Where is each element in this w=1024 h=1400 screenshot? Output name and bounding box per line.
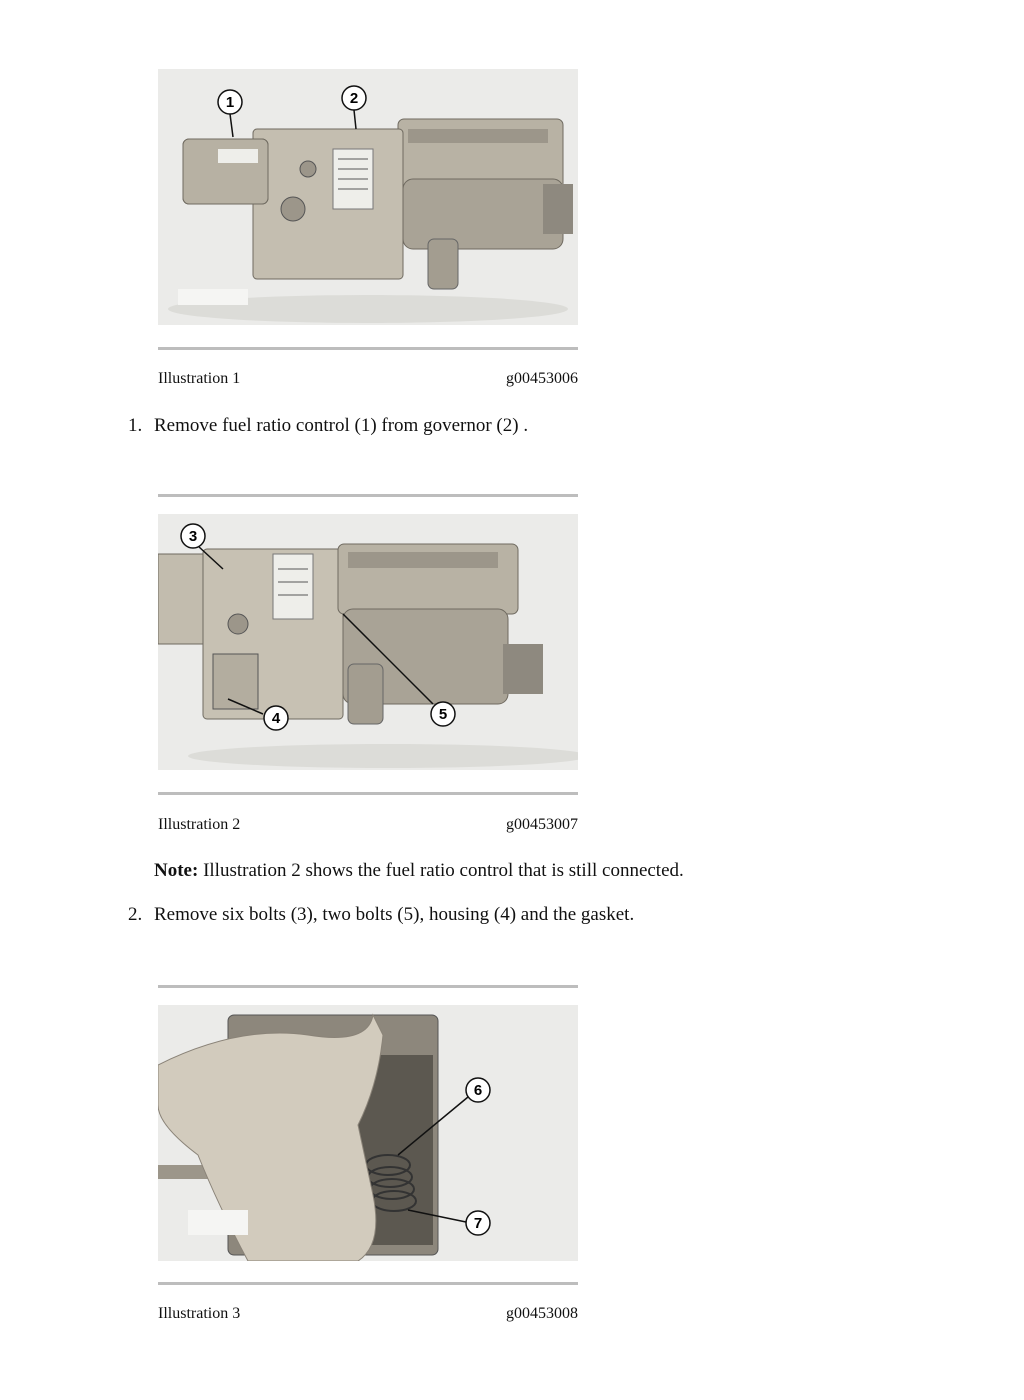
- governor-spring-removal-image: [158, 1005, 578, 1261]
- illustration-2-code: g00453007: [506, 816, 578, 833]
- illustration-3-code: g00453008: [506, 1305, 578, 1322]
- callout-2: 2: [349, 90, 359, 107]
- step-2-text: Remove six bolts (3), two bolts (5), housing (4) and the gasket.: [154, 904, 635, 925]
- step-1: [128, 415, 528, 437]
- step-1-number: 1.: [128, 415, 143, 436]
- step-2-number: 2.: [128, 904, 143, 925]
- step-2: [128, 904, 634, 926]
- governor-housing-image: [158, 514, 578, 770]
- fuel-pump-governor-image: [158, 69, 578, 325]
- callout-3: 3: [188, 528, 198, 545]
- callout-7: 7: [473, 1215, 483, 1232]
- callout-1: 1: [225, 94, 235, 111]
- illustration-3-photo: [158, 1005, 578, 1261]
- illustration-2-caption: Illustration 2: [158, 816, 241, 833]
- note: [154, 860, 684, 882]
- illustration-1-code: g00453006: [506, 370, 578, 387]
- note-label: Note:: [154, 860, 199, 881]
- illustration-1-divider: [158, 347, 578, 350]
- illustration-3-caption: Illustration 3: [158, 1305, 241, 1322]
- illustration-2-photo: [158, 514, 578, 770]
- illustration-3-divider: [158, 1282, 578, 1285]
- callout-6: 6: [473, 1082, 483, 1099]
- illustration-3-top-divider: [158, 985, 578, 988]
- step-1-text: Remove fuel ratio control (1) from governor (2) .: [154, 415, 529, 436]
- callout-4: 4: [271, 710, 281, 727]
- note-text: Illustration 2 shows the fuel ratio control that is still connected.: [198, 860, 684, 881]
- illustration-2-divider: [158, 792, 578, 795]
- callout-5: 5: [438, 706, 448, 723]
- illustration-2-top-divider: [158, 494, 578, 497]
- illustration-1-photo: [158, 69, 578, 325]
- illustration-1-caption: Illustration 1: [158, 370, 241, 387]
